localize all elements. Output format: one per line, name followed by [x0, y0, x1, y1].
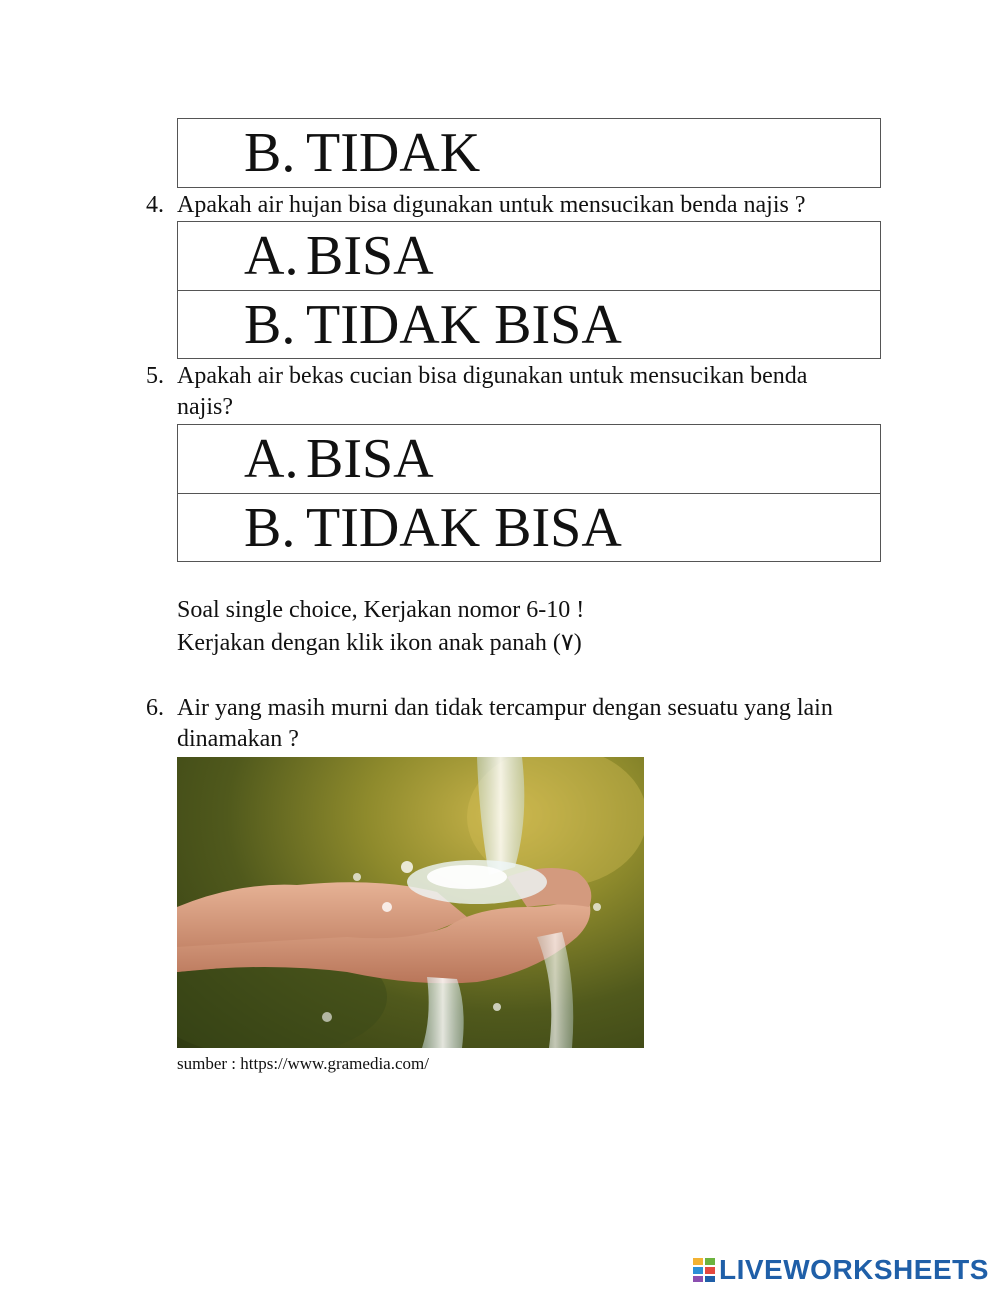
liveworksheets-logo-icon — [693, 1258, 715, 1282]
q4-option-b[interactable] — [178, 290, 880, 358]
question-6 — [146, 693, 866, 755]
question-number: 4. — [146, 192, 164, 218]
option-text: TIDAK — [306, 122, 481, 184]
option-letter: B. — [244, 122, 296, 184]
question-text: Apakah air bekas cucian bisa digunakan untuk mensucikan benda najis? — [177, 363, 808, 420]
option-letter: A. — [244, 428, 299, 490]
question-number: 6. — [146, 695, 164, 721]
question-number: 5. — [146, 363, 164, 389]
instruction-line-1: Soal single choice, Kerjakan nomor 6-10 ! — [177, 597, 585, 623]
image-source-caption: sumber : https://www.gramedia.com/ — [177, 1054, 429, 1073]
q4-option-a[interactable] — [178, 222, 880, 290]
question-5 — [146, 361, 866, 423]
option-text: BISA — [306, 225, 434, 287]
liveworksheets-logo — [693, 1255, 989, 1285]
question-text: Apakah air hujan bisa digunakan untuk mensucikan benda najis ? — [177, 192, 806, 218]
question-4 — [146, 190, 876, 221]
option-letter: B. — [244, 497, 296, 559]
q5-option-b[interactable] — [178, 493, 880, 561]
option-text: TIDAK BISA — [306, 497, 622, 559]
water-hands-image — [177, 757, 644, 1048]
q3-option-b[interactable] — [178, 119, 880, 187]
instruction-line-2: Kerjakan dengan klik ikon anak panah (٧) — [177, 630, 582, 656]
hands-water-illustration — [177, 757, 644, 1048]
option-text: BISA — [306, 428, 434, 490]
q5-option-a[interactable] — [178, 425, 880, 493]
option-text: TIDAK BISA — [306, 294, 622, 356]
q3-options-box — [177, 118, 881, 188]
q5-options-box — [177, 424, 881, 562]
question-text: Air yang masih murni dan tidak tercampur dengan sesuatu yang lain dinamakan ? — [177, 695, 833, 752]
option-letter: B. — [244, 294, 296, 356]
brand-text: LIVEWORKSHEETS — [719, 1254, 989, 1285]
q4-options-box — [177, 221, 881, 359]
option-letter: A. — [244, 225, 299, 287]
